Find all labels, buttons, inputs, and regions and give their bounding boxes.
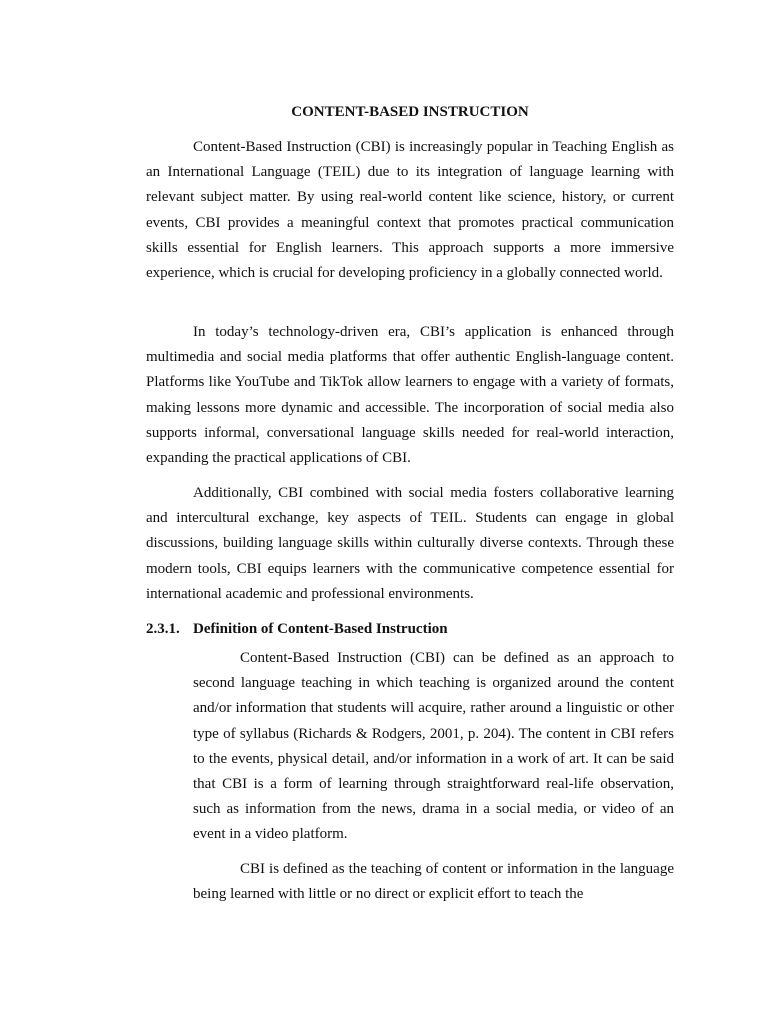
body-paragraph-1: Content-Based Instruction (CBI) is increasingly popular in Teaching English as an International Language (TEIL) due to its integration of language learning with relevant subject matter. By using real-world content like science, history, or current events, CBI provides a meaningful context that promotes practical communication skills essential for English learners. This approach supports a more immersive experience, which is crucial for developing proficiency in a globally connected world. xyxy=(146,139,674,282)
section-title: Definition of Content-Based Instruction xyxy=(193,621,448,637)
body-paragraph-2: In today’s technology-driven era, CBI’s application is enhanced through multimedia and social media platforms that offer authentic English-language content. Platforms like YouTube and TikTok allow learners to engage with a variety of formats, making lessons more dynamic and accessible. The incorporation of social media also supports informal, conversational language skills needed for real-world interaction, expanding the practical applications of CBI. xyxy=(146,324,674,467)
section-number: 2.3.1. xyxy=(146,621,180,637)
body-paragraph-3: Additionally, CBI combined with social media fosters collaborative learning and intercultural exchange, key aspects of TEIL. Students can engage in global discussions, building language skills within culturally diverse contexts. Through these modern tools, CBI equips learners with the communicative competence essential for international academic and professional environments. xyxy=(146,485,674,602)
section-paragraph-2: CBI is defined as the teaching of content or information in the language being learned with little or no direct or explicit effort to teach the xyxy=(193,861,674,903)
section-heading xyxy=(146,619,674,639)
section-paragraph-1: Content-Based Instruction (CBI) can be defined as an approach to second language teaching in which teaching is organized around the content and/or information that students will acquire, rather around a linguistic or other type of syllabus (Richards & Rodgers, 2001, p. 204). The content in CBI refers to the events, physical detail, and/or information in a work of art. It can be said that CBI is a form of learning through straightforward real-life observation, such as information from the news, drama in a social media, or video of an event in a video platform. xyxy=(193,650,674,843)
document-title: CONTENT-BASED INSTRUCTION xyxy=(291,104,529,120)
